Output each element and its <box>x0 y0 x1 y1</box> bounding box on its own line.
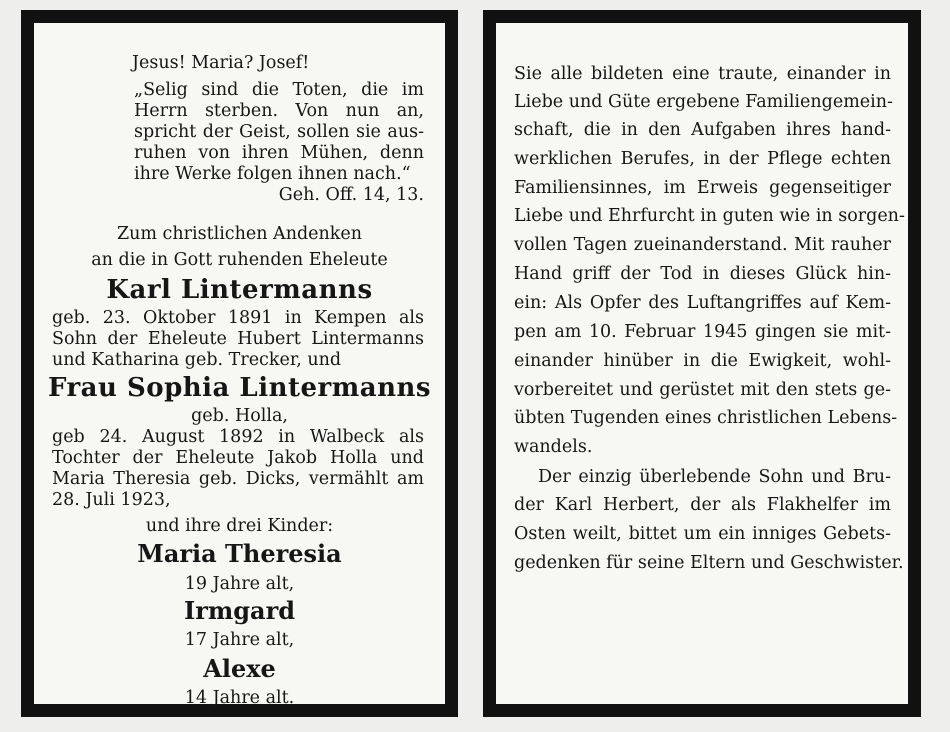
child-age: 17 Jahre alt, <box>184 630 295 650</box>
quote-line: spricht der Geist, sollen sie aus- <box>134 122 424 142</box>
invocation: Jesus! Maria? Josef! <box>132 53 310 73</box>
text-line: gedenken für seine Eltern und Geschwister. <box>514 553 904 573</box>
quote-line: Herrn sterben. Von nun an, <box>134 101 424 121</box>
children-intro: und ihre drei Kinder: <box>145 516 334 536</box>
quote-line: ruhen von ihren Mühen, denn <box>134 143 424 163</box>
quote-line: „Selig sind die Toten, die im <box>134 80 424 100</box>
text-line: Sie alle bildeten eine traute, einander in <box>514 64 891 84</box>
child-name: Maria Theresia <box>137 539 342 568</box>
child-age: 19 Jahre alt, <box>184 574 295 594</box>
left-page <box>34 23 445 708</box>
text-line: ein: Als Opfer des Luftangriffes auf Kem- <box>514 293 891 313</box>
text-line: Hand griff der Tod in dieses Glück hin- <box>514 264 891 284</box>
text-line: werklichen Berufes, in der Pflege echten <box>514 149 891 169</box>
husband-bio-line: und Katharina geb. Trecker, und <box>52 350 342 370</box>
text-line: Osten weilt, bittet um ein inniges Gebets- <box>514 524 891 544</box>
wife-bio-line: geb 24. August 1892 in Walbeck als <box>52 427 424 447</box>
wife-bio-line: 28. Juli 1923, <box>52 490 171 510</box>
right-page <box>496 23 908 704</box>
intro-line: an die in Gott ruhenden Eheleute <box>91 250 388 270</box>
text-line: pen am 10. Februar 1945 gingen sie mit- <box>514 322 891 342</box>
text-line: vorbereitet und gerüstet mit den stets ge- <box>514 380 891 400</box>
text-line: der Karl Herbert, der als Flakhelfer im <box>514 495 891 515</box>
intro-line: Zum christlichen Andenken <box>116 224 363 244</box>
child-name: Irmgard <box>183 596 296 625</box>
child-age: 14 Jahre alt. <box>184 688 295 708</box>
text-line: einander hinüber in die Ewigkeit, wohl- <box>514 351 891 371</box>
wife-bio-line: Tochter der Eheleute Jakob Holla und <box>52 448 424 468</box>
memorial-card-left <box>21 10 458 717</box>
text-line: Liebe und Ehrfurcht in guten wie in sorgen- <box>514 206 905 226</box>
text-line: Familiensinnes, im Erweis gegenseitiger <box>514 178 891 198</box>
child-name: Alexe <box>203 654 276 683</box>
wife-maiden-name: geb. Holla, <box>191 406 288 426</box>
wife-bio-line: Maria Theresia geb. Dicks, vermählt am <box>52 469 424 489</box>
text-line: Der einzig überlebende Sohn und Bru- <box>538 467 891 487</box>
text-line: schaft, die in den Aufgaben ihres hand- <box>514 120 891 140</box>
text-line: wandels. <box>514 437 593 457</box>
quote-line: ihre Werke folgen ihnen nach.“ <box>134 164 411 184</box>
memorial-card-right <box>483 10 921 717</box>
wife-name: Frau Sophia Lintermanns <box>47 373 432 403</box>
text-line: übten Tugenden eines christlichen Lebens- <box>514 408 898 428</box>
husband-name: Karl Lintermanns <box>106 275 373 305</box>
husband-bio-line: Sohn der Eheleute Hubert Lintermanns <box>52 329 424 349</box>
text-line: vollen Tagen zueinanderstand. Mit rauher <box>514 235 891 255</box>
husband-bio-line: geb. 23. Oktober 1891 in Kempen als <box>52 308 424 328</box>
quote-reference: Geh. Off. 14, 13. <box>278 185 424 205</box>
text-line: Liebe und Güte ergebene Familiengemein- <box>514 92 893 112</box>
